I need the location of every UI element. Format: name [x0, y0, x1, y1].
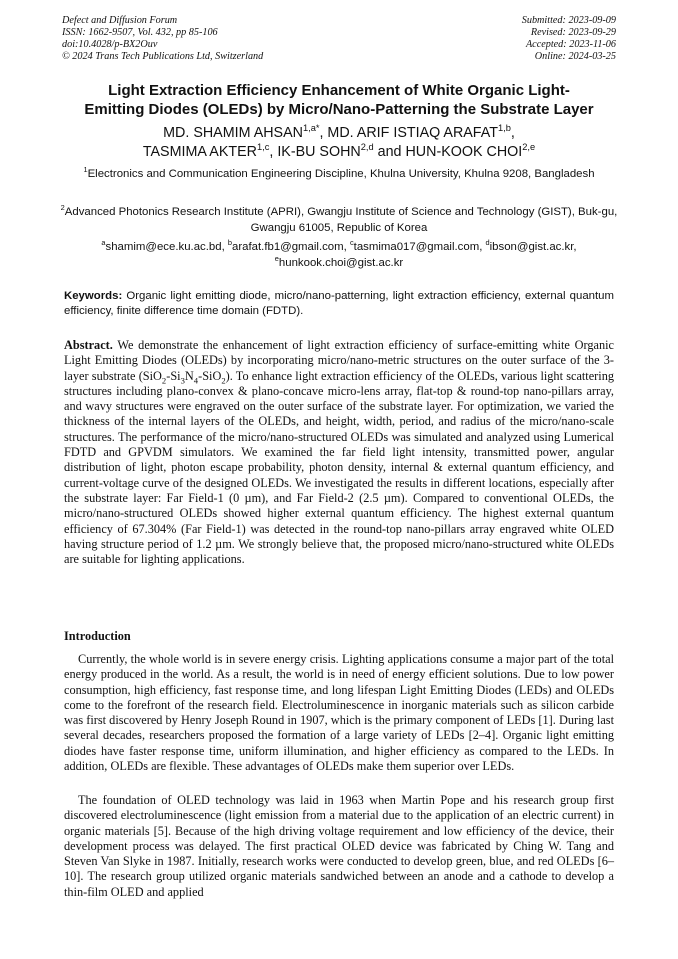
abstract-label: Abstract. [64, 338, 113, 352]
email-separator: , [343, 241, 350, 253]
submission-dates [522, 15, 616, 63]
email-mark: e [274, 253, 279, 263]
author-affil-mark: 1,b [497, 123, 511, 134]
abstract-text: N [184, 368, 194, 383]
abstract-text: -SiO [198, 368, 222, 383]
email-separator: , [221, 241, 228, 253]
author-separator: and [373, 144, 406, 160]
email-link[interactable]: hunkook.choi@gist.ac.kr [278, 256, 404, 269]
email-link[interactable]: shamim@ece.ku.ac.bd [105, 241, 222, 253]
paper-title [60, 81, 618, 119]
subscript: 3 [180, 375, 185, 386]
affil-number: 2 [60, 203, 65, 213]
journal-doi: doi:10.4028/p-BX2Ouv [62, 39, 158, 50]
subscript: 4 [193, 375, 199, 386]
email-link[interactable]: ibson@gist.ac.kr [489, 241, 574, 253]
journal-copyright: © 2024 Trans Tech Publications Ltd, Switzerland [62, 51, 264, 62]
email-separator: , [573, 241, 577, 253]
email-mark: d [485, 238, 490, 248]
keywords-block [64, 289, 614, 319]
author-affil-mark: 1,c [256, 142, 270, 153]
date-revised: Revised: 2023-09-29 [530, 27, 616, 38]
keywords-text: Organic light emitting diode, micro/nano-patterning, light extraction efficiency, external quantum efficiency, finite difference time domain (FDTD). [64, 290, 614, 317]
author-affil-mark: 2,e [522, 142, 536, 153]
email-mark: b [227, 238, 233, 248]
author-separator: , [510, 125, 515, 141]
date-submitted: Submitted: 2023-09-09 [521, 15, 616, 26]
author-line-1 [60, 124, 618, 143]
subscript: 2 [221, 375, 226, 386]
author-name: TASMIMA AKTER [142, 144, 257, 160]
journal-issn: ISSN: 1662-9507, Vol. 432, pp 85-106 [62, 27, 218, 38]
date-online: Online: 2024-03-25 [534, 51, 616, 62]
intro-paragraph-1: Currently, the whole world is in severe energy crisis. Lighting applications consume a major part of the total energy produced in the world. As a result, the world is in need of energy efficient solutions. Due to low power consumption, high efficiency, fast response time, and long lifespan Light Emitting Diodes (LEDs) and OLEDs come to the forefront of the research field. Electroluminescence in inorganic materials such as silicon carbide was first discovered by Henry Joseph Round in 1907, which is the primary component of LEDs [1]. During last several decades, researchers proposed the formation of a large variety of LEDs [2–4]. Organic light emitting diodes have faster response time, uniform illumination, and higher efficiency as compared to the LEDs. In addition, OLEDs are flexible. These advantages of OLEDs make them superior over LEDs. [64, 652, 614, 774]
author-name: HUN-KOOK CHOI [405, 144, 523, 160]
author-line-2 [60, 143, 618, 162]
title-line-2: Emitting Diodes (OLEDs) by Micro/Nano-Patterning the Substrate Layer [84, 101, 594, 118]
author-name: MD. ARIF ISTIAQ ARAFAT [327, 125, 498, 141]
affil-text: Electronics and Communication Engineering Discipline, Khulna University, Khulna 9208, Bangladesh [87, 168, 595, 180]
abstract-text: -Si [166, 368, 181, 383]
title-line-1: Light Extraction Efficiency Enhancement of White Organic Light- [108, 82, 570, 99]
email-mark: a [101, 238, 106, 248]
email-separator: , [479, 241, 486, 253]
author-affil-mark: 2,d [360, 142, 374, 153]
email-link[interactable]: arafat.fb1@gmail.com [232, 241, 344, 253]
affil-number: 1 [83, 165, 88, 175]
email-link[interactable]: tasmima017@gmail.com [353, 241, 480, 253]
journal-name: Defect and Diffusion Forum [62, 15, 178, 26]
author-separator: , [269, 144, 278, 160]
affil-text: Advanced Photonics Research Institute (APRI), Gwangju Institute of Science and Technology (GIST), Buk-gu, Gwangju 61005, Republic of Korea [64, 206, 618, 234]
abstract-text: We demonstrate the enhancement of light extraction efficiency of surface-emitting white Organic Light Emitting Diodes (OLEDs) by incorporating micro/nano-metric structures on the outer surface of the 3-layer substrate (SiO [64, 338, 614, 383]
email-mark: c [349, 238, 354, 248]
intro-paragraph-2: The foundation of OLED technology was laid in 1963 when Martin Pope and his research group first discovered electroluminescence (light emission from a material due to the application of an electric current) in organic materials [5]. Because of the high driving voltage requirement and low efficiency of the device, their development process was delayed. The first practical OLED device was fabricated by Ching W. Tang and Steven Van Slyke in 1987. Initially, research works were conducted to develop green, blue, and red OLEDs [6–10]. The research group utilized organic materials sandwiched between an anode and a cathode to develop a thin-film OLED and applied [64, 793, 614, 899]
subscript: 2 [161, 375, 167, 386]
affiliation-2 [60, 205, 618, 236]
section-heading-introduction: Introduction [64, 629, 131, 643]
abstract-block [64, 338, 614, 567]
affiliation-1 [60, 167, 618, 183]
abstract-text: ). To enhance light extraction efficiency of the OLEDs, various light scattering structures including plano-convex & plano-concave micro-lens array, flat-top & round-top nano-pillars array, and wavy structures were engraved on the outer surface of the substrate layer. For optimization, we varied the thickness of the internal layers of the OLEDs, and height, width, period, and radius of the micro/nano-scale structures. The performance of the micro/nano-structured OLEDs was simulated and analyzed using Lumerical FDTD and GPVDM simulators. We examined the far field light intensity, transmitted power, angular distribution of light, photon escape probability, photon density, internal & external quantum efficiency, and current-voltage curve of the designed OLEDs. We investigated the results in different locations, especially after the substrate layer: Far Field-1 (0 µm), and Far Field-2 (2.5 µm). Compared to conventional OLEDs, the micro/nano-structured OLEDs showed higher external quantum efficiency. The highest external quantum efficiency of 67.304% (Far Field-1) was detected in the round-top nano-pillars array engraved white OLED having structure period of 1.2 µm. We strongly believe that, the proposed micro/nano-structured white OLEDs are suitable for lighting applications. [64, 368, 614, 567]
author-separator: , [319, 125, 328, 141]
author-name: MD. SHAMIM AHSAN [163, 125, 303, 141]
author-name: IK-BU SOHN [277, 144, 361, 160]
author-list [60, 124, 618, 162]
author-emails [60, 240, 618, 271]
author-affil-mark: 1,a* [302, 123, 320, 134]
journal-info [62, 15, 263, 63]
date-accepted: Accepted: 2023-11-06 [525, 39, 616, 50]
keywords-label: Keywords: [64, 290, 123, 302]
